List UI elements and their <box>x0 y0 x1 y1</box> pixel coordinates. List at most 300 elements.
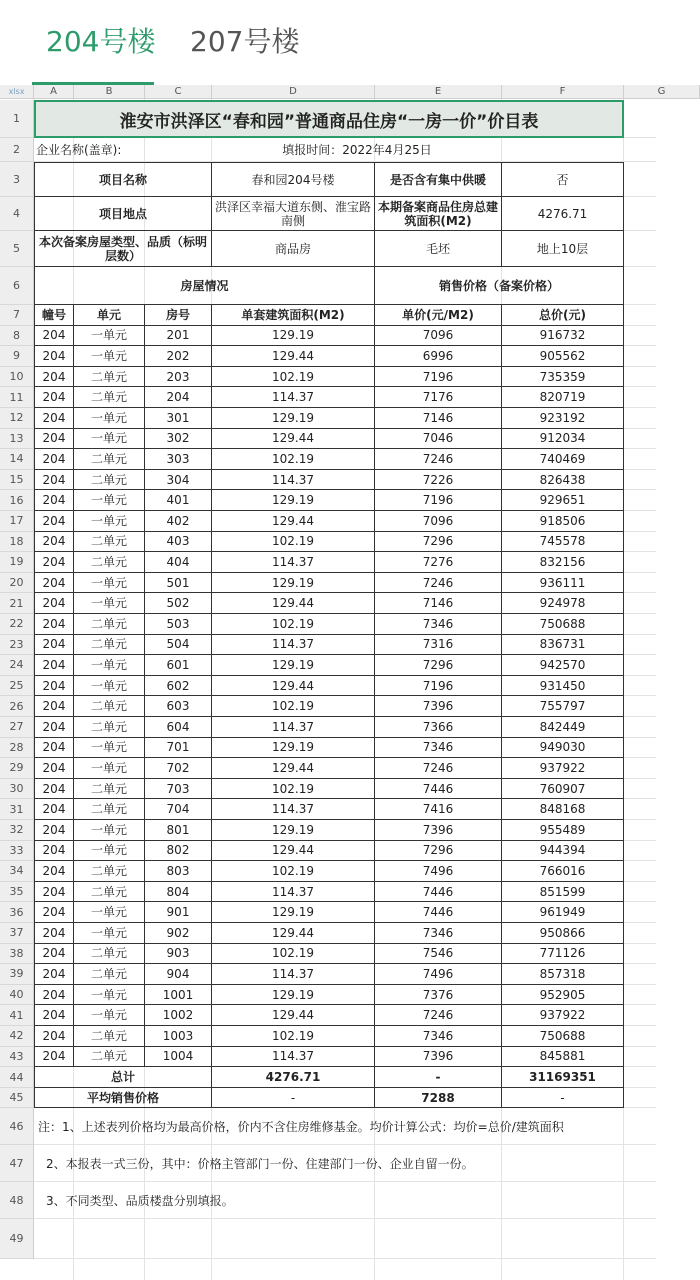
table-cell[interactable]: 904 <box>145 964 212 985</box>
table-cell[interactable]: 601 <box>145 655 212 676</box>
row-header-43[interactable]: 43 <box>0 1047 34 1068</box>
table-cell[interactable]: 502 <box>145 593 212 614</box>
table-cell[interactable]: 901 <box>145 902 212 923</box>
table-cell[interactable]: 129.44 <box>212 346 375 367</box>
total-area-value[interactable]: 4276.71 <box>502 197 624 231</box>
table-cell[interactable]: 7446 <box>375 779 502 800</box>
table-cell[interactable]: 二单元 <box>74 696 145 717</box>
table-cell[interactable]: 204 <box>34 635 74 656</box>
table-cell[interactable]: 701 <box>145 738 212 759</box>
table-cell[interactable]: 204 <box>34 408 74 429</box>
table-cell[interactable]: 129.44 <box>212 923 375 944</box>
row-header-41[interactable]: 41 <box>0 1005 34 1026</box>
table-cell[interactable]: 204 <box>34 964 74 985</box>
table-cell[interactable]: 204 <box>34 696 74 717</box>
table-cell[interactable]: 944394 <box>502 841 624 862</box>
row-header-4[interactable]: 4 <box>0 197 34 231</box>
table-cell[interactable]: 114.37 <box>212 882 375 903</box>
heating-value[interactable]: 否 <box>502 162 624 197</box>
table-cell[interactable]: 102.19 <box>212 944 375 965</box>
table-cell[interactable]: 949030 <box>502 738 624 759</box>
table-cell[interactable]: 501 <box>145 573 212 594</box>
table-cell[interactable]: 923192 <box>502 408 624 429</box>
table-cell[interactable]: 304 <box>145 470 212 491</box>
table-cell[interactable]: 204 <box>34 532 74 553</box>
table-cell[interactable]: 114.37 <box>212 799 375 820</box>
total-area-sum[interactable]: 4276.71 <box>212 1067 375 1088</box>
table-cell[interactable]: 204 <box>34 1047 74 1068</box>
table-cell[interactable]: 204 <box>34 758 74 779</box>
total-unit-price[interactable]: - <box>375 1067 502 1088</box>
table-cell[interactable]: 7316 <box>375 635 502 656</box>
table-cell[interactable]: 924978 <box>502 593 624 614</box>
average-area[interactable]: - <box>212 1088 375 1108</box>
table-cell[interactable]: 735359 <box>502 367 624 388</box>
row-header-10[interactable]: 10 <box>0 367 34 388</box>
table-cell[interactable]: 一单元 <box>74 820 145 841</box>
table-cell[interactable]: 一单元 <box>74 902 145 923</box>
total-label[interactable]: 总计 <box>34 1067 212 1088</box>
table-cell[interactable]: 204 <box>34 676 74 697</box>
table-cell[interactable]: 7196 <box>375 367 502 388</box>
row-header-47[interactable]: 47 <box>0 1145 34 1182</box>
table-cell[interactable]: 836731 <box>502 635 624 656</box>
table-cell[interactable]: 912034 <box>502 429 624 450</box>
table-cell[interactable]: 1002 <box>145 1005 212 1026</box>
table-cell[interactable]: 7346 <box>375 1026 502 1047</box>
table-cell[interactable]: 一单元 <box>74 738 145 759</box>
row-header-3[interactable]: 3 <box>0 162 34 197</box>
table-cell[interactable]: 129.44 <box>212 429 375 450</box>
table-cell[interactable]: 一单元 <box>74 490 145 511</box>
header-unit-area[interactable]: 单套建筑面积(M2) <box>212 305 375 326</box>
table-cell[interactable]: 102.19 <box>212 696 375 717</box>
table-cell[interactable]: 102.19 <box>212 449 375 470</box>
table-cell[interactable]: 7146 <box>375 593 502 614</box>
table-cell[interactable]: 303 <box>145 449 212 470</box>
row-header-14[interactable]: 14 <box>0 449 34 470</box>
table-cell[interactable]: 503 <box>145 614 212 635</box>
table-cell[interactable]: 204 <box>34 820 74 841</box>
table-cell[interactable]: 7096 <box>375 326 502 347</box>
tab-207[interactable]: 207号楼 <box>190 25 300 58</box>
column-header-c[interactable]: C <box>145 85 212 99</box>
table-cell[interactable]: 832156 <box>502 552 624 573</box>
column-header-f[interactable]: F <box>502 85 624 99</box>
table-cell[interactable]: 7376 <box>375 985 502 1006</box>
row-header-16[interactable]: 16 <box>0 490 34 511</box>
table-cell[interactable]: 二单元 <box>74 367 145 388</box>
fill-date[interactable]: 填报时间：2022年4月25日 <box>282 143 432 157</box>
table-cell[interactable]: 7346 <box>375 738 502 759</box>
table-cell[interactable]: 102.19 <box>212 861 375 882</box>
column-header-a[interactable]: A <box>34 85 74 99</box>
table-cell[interactable]: 204 <box>34 923 74 944</box>
table-cell[interactable]: 一单元 <box>74 593 145 614</box>
row-header-45[interactable]: 45 <box>0 1088 34 1108</box>
table-cell[interactable]: 7446 <box>375 882 502 903</box>
column-header-b[interactable]: B <box>74 85 145 99</box>
table-cell[interactable]: 7446 <box>375 902 502 923</box>
table-cell[interactable]: 一单元 <box>74 923 145 944</box>
table-cell[interactable]: 114.37 <box>212 387 375 408</box>
row-header-19[interactable]: 19 <box>0 552 34 573</box>
table-cell[interactable]: 7196 <box>375 676 502 697</box>
row-header-6[interactable]: 6 <box>0 267 34 305</box>
row-header-26[interactable]: 26 <box>0 696 34 717</box>
table-cell[interactable]: 114.37 <box>212 964 375 985</box>
table-cell[interactable]: 7346 <box>375 923 502 944</box>
table-cell[interactable]: 7246 <box>375 1005 502 1026</box>
table-cell[interactable]: 6996 <box>375 346 502 367</box>
table-cell[interactable]: 7176 <box>375 387 502 408</box>
table-cell[interactable]: 204 <box>34 470 74 491</box>
section-house-info[interactable]: 房屋情况 <box>34 267 375 305</box>
table-cell[interactable]: 604 <box>145 717 212 738</box>
table-cell[interactable]: 204 <box>34 573 74 594</box>
table-cell[interactable]: 803 <box>145 861 212 882</box>
table-cell[interactable]: 203 <box>145 367 212 388</box>
row-header-7[interactable]: 7 <box>0 305 34 326</box>
table-cell[interactable]: 一单元 <box>74 758 145 779</box>
table-cell[interactable]: 102.19 <box>212 1026 375 1047</box>
table-cell[interactable]: 204 <box>34 738 74 759</box>
table-cell[interactable]: 204 <box>34 861 74 882</box>
table-cell[interactable]: 7096 <box>375 511 502 532</box>
table-cell[interactable]: 403 <box>145 532 212 553</box>
table-cell[interactable]: 916732 <box>502 326 624 347</box>
table-cell[interactable]: 826438 <box>502 470 624 491</box>
table-cell[interactable]: 129.19 <box>212 573 375 594</box>
row-header-40[interactable]: 40 <box>0 985 34 1006</box>
note-line[interactable]: 注：1、上述表列价格均为最高价格，价内不含住房维修基金。均价计算公式：均价=总价/建筑面积 <box>38 1120 564 1135</box>
header-unit-price[interactable]: 单价(元/M2) <box>375 305 502 326</box>
row-header-27[interactable]: 27 <box>0 717 34 738</box>
table-cell[interactable]: 129.44 <box>212 758 375 779</box>
table-cell[interactable]: 918506 <box>502 511 624 532</box>
table-cell[interactable]: 202 <box>145 346 212 367</box>
table-cell[interactable]: 801 <box>145 820 212 841</box>
table-cell[interactable]: 204 <box>34 779 74 800</box>
table-cell[interactable]: 7046 <box>375 429 502 450</box>
table-cell[interactable]: 903 <box>145 944 212 965</box>
floors-value[interactable]: 地上10层 <box>502 231 624 267</box>
row-header-1[interactable]: 1 <box>0 100 34 138</box>
table-cell[interactable]: 204 <box>34 429 74 450</box>
table-cell[interactable]: 204 <box>34 902 74 923</box>
table-cell[interactable]: 804 <box>145 882 212 903</box>
row-header-9[interactable]: 9 <box>0 346 34 367</box>
average-price-label[interactable]: 平均销售价格 <box>34 1088 212 1108</box>
column-header-d[interactable]: D <box>212 85 375 99</box>
row-header-23[interactable]: 23 <box>0 635 34 656</box>
table-cell[interactable]: 一单元 <box>74 841 145 862</box>
table-cell[interactable]: 937922 <box>502 758 624 779</box>
table-cell[interactable]: 704 <box>145 799 212 820</box>
project-location-label[interactable]: 项目地点 <box>34 197 212 231</box>
table-cell[interactable]: 一单元 <box>74 676 145 697</box>
table-cell[interactable]: 7276 <box>375 552 502 573</box>
column-header-g[interactable]: G <box>624 85 700 99</box>
table-cell[interactable]: 204 <box>34 511 74 532</box>
row-header-17[interactable]: 17 <box>0 511 34 532</box>
table-cell[interactable]: 7496 <box>375 861 502 882</box>
row-header-48[interactable]: 48 <box>0 1182 34 1219</box>
table-cell[interactable]: 204 <box>34 490 74 511</box>
house-type-label[interactable]: 本次备案房屋类型、品质（标明层数） <box>34 231 212 267</box>
table-cell[interactable]: 7396 <box>375 820 502 841</box>
row-header-12[interactable]: 12 <box>0 408 34 429</box>
table-cell[interactable]: 二单元 <box>74 552 145 573</box>
row-header-44[interactable]: 44 <box>0 1067 34 1088</box>
row-header-49[interactable]: 49 <box>0 1219 34 1259</box>
row-header-21[interactable]: 21 <box>0 593 34 614</box>
table-cell[interactable]: 204 <box>34 1005 74 1026</box>
table-cell[interactable]: 750688 <box>502 614 624 635</box>
table-cell[interactable]: 一单元 <box>74 1005 145 1026</box>
table-cell[interactable]: 129.19 <box>212 902 375 923</box>
table-cell[interactable]: 一单元 <box>74 573 145 594</box>
tab-204[interactable]: 204号楼 <box>46 25 156 58</box>
table-cell[interactable]: 204 <box>34 655 74 676</box>
sheet-title[interactable]: 淮安市洪泽区“春和园”普通商品住房“一房一价”价目表 <box>34 100 624 138</box>
table-cell[interactable]: 204 <box>34 367 74 388</box>
table-cell[interactable]: 7246 <box>375 573 502 594</box>
table-cell[interactable]: 301 <box>145 408 212 429</box>
table-cell[interactable]: 204 <box>34 593 74 614</box>
table-cell[interactable]: 7546 <box>375 944 502 965</box>
table-cell[interactable]: 7366 <box>375 717 502 738</box>
table-cell[interactable]: 129.44 <box>212 1005 375 1026</box>
note-line[interactable]: 3、不同类型、品质楼盘分别填报。 <box>46 1194 234 1209</box>
table-cell[interactable]: 114.37 <box>212 717 375 738</box>
table-cell[interactable]: 129.44 <box>212 676 375 697</box>
table-cell[interactable]: 114.37 <box>212 1047 375 1068</box>
table-cell[interactable]: 二单元 <box>74 635 145 656</box>
note-line[interactable]: 2、本报表一式三份，其中：价格主管部门一份、住建部门一份、企业自留一份。 <box>46 1157 474 1172</box>
table-cell[interactable]: 745578 <box>502 532 624 553</box>
row-header-2[interactable]: 2 <box>0 138 34 162</box>
table-cell[interactable]: 402 <box>145 511 212 532</box>
table-cell[interactable]: 二单元 <box>74 779 145 800</box>
table-cell[interactable]: 848168 <box>502 799 624 820</box>
row-header-13[interactable]: 13 <box>0 429 34 450</box>
table-cell[interactable]: 129.19 <box>212 738 375 759</box>
row-header-35[interactable]: 35 <box>0 882 34 903</box>
table-cell[interactable]: 一单元 <box>74 408 145 429</box>
header-building-no[interactable]: 幢号 <box>34 305 74 326</box>
table-cell[interactable]: 129.44 <box>212 841 375 862</box>
table-cell[interactable]: 857318 <box>502 964 624 985</box>
table-cell[interactable]: 7196 <box>375 490 502 511</box>
table-cell[interactable]: 二单元 <box>74 944 145 965</box>
table-cell[interactable]: 942570 <box>502 655 624 676</box>
table-cell[interactable]: 7416 <box>375 799 502 820</box>
table-cell[interactable]: 504 <box>145 635 212 656</box>
row-header-24[interactable]: 24 <box>0 655 34 676</box>
table-cell[interactable]: 7296 <box>375 655 502 676</box>
table-cell[interactable]: 7396 <box>375 1047 502 1068</box>
table-cell[interactable]: 204 <box>34 882 74 903</box>
table-cell[interactable]: 760907 <box>502 779 624 800</box>
table-cell[interactable]: 7296 <box>375 841 502 862</box>
table-cell[interactable]: 一单元 <box>74 511 145 532</box>
table-cell[interactable]: 902 <box>145 923 212 944</box>
table-cell[interactable]: 129.44 <box>212 593 375 614</box>
select-all-corner[interactable]: xlsx <box>0 85 34 99</box>
spreadsheet-grid[interactable] <box>0 85 666 1280</box>
table-cell[interactable]: 771126 <box>502 944 624 965</box>
table-cell[interactable]: 740469 <box>502 449 624 470</box>
row-header-42[interactable]: 42 <box>0 1026 34 1047</box>
table-cell[interactable]: 302 <box>145 429 212 450</box>
table-cell[interactable]: 二单元 <box>74 470 145 491</box>
table-cell[interactable]: 129.44 <box>212 511 375 532</box>
row-header-30[interactable]: 30 <box>0 779 34 800</box>
table-cell[interactable]: 一单元 <box>74 326 145 347</box>
table-cell[interactable]: 129.19 <box>212 326 375 347</box>
table-cell[interactable]: 二单元 <box>74 1026 145 1047</box>
table-cell[interactable]: 二单元 <box>74 799 145 820</box>
table-cell[interactable]: 802 <box>145 841 212 862</box>
heating-label[interactable]: 是否含有集中供暖 <box>375 162 502 197</box>
table-cell[interactable]: 102.19 <box>212 532 375 553</box>
row-header-39[interactable]: 39 <box>0 964 34 985</box>
table-cell[interactable]: 129.19 <box>212 985 375 1006</box>
table-cell[interactable]: 937922 <box>502 1005 624 1026</box>
row-header-25[interactable]: 25 <box>0 676 34 697</box>
table-cell[interactable]: 7346 <box>375 614 502 635</box>
table-cell[interactable]: 1001 <box>145 985 212 1006</box>
table-cell[interactable]: 102.19 <box>212 614 375 635</box>
table-cell[interactable]: 一单元 <box>74 429 145 450</box>
row-header-33[interactable]: 33 <box>0 841 34 862</box>
table-cell[interactable]: 204 <box>34 799 74 820</box>
project-location-value[interactable]: 洪泽区幸福大道东侧、淮宝路南侧 <box>212 197 375 231</box>
row-header-29[interactable]: 29 <box>0 758 34 779</box>
row-header-20[interactable]: 20 <box>0 573 34 594</box>
house-quality-value[interactable]: 毛坯 <box>375 231 502 267</box>
table-cell[interactable]: 1003 <box>145 1026 212 1047</box>
row-header-18[interactable]: 18 <box>0 532 34 553</box>
row-header-11[interactable]: 11 <box>0 387 34 408</box>
project-name-label[interactable]: 项目名称 <box>34 162 212 197</box>
table-cell[interactable]: 二单元 <box>74 882 145 903</box>
table-cell[interactable]: 102.19 <box>212 779 375 800</box>
row-header-15[interactable]: 15 <box>0 470 34 491</box>
row-header-5[interactable]: 5 <box>0 231 34 267</box>
table-cell[interactable]: 961949 <box>502 902 624 923</box>
row-header-32[interactable]: 32 <box>0 820 34 841</box>
table-cell[interactable]: 602 <box>145 676 212 697</box>
table-cell[interactable]: 702 <box>145 758 212 779</box>
row-header-8[interactable]: 8 <box>0 326 34 347</box>
table-cell[interactable]: 936111 <box>502 573 624 594</box>
row-header-34[interactable]: 34 <box>0 861 34 882</box>
table-cell[interactable]: 一单元 <box>74 655 145 676</box>
table-cell[interactable]: 129.19 <box>212 655 375 676</box>
table-cell[interactable]: 一单元 <box>74 346 145 367</box>
table-cell[interactable]: 204 <box>34 346 74 367</box>
table-cell[interactable]: 755797 <box>502 696 624 717</box>
table-cell[interactable]: 7246 <box>375 758 502 779</box>
row-header-28[interactable]: 28 <box>0 738 34 759</box>
table-cell[interactable]: 204 <box>34 717 74 738</box>
table-cell[interactable]: 二单元 <box>74 1047 145 1068</box>
table-cell[interactable]: 7226 <box>375 470 502 491</box>
table-cell[interactable]: 129.19 <box>212 490 375 511</box>
table-cell[interactable]: 703 <box>145 779 212 800</box>
section-sale-price[interactable]: 销售价格（备案价格） <box>375 267 624 305</box>
table-cell[interactable]: 401 <box>145 490 212 511</box>
average-price-value[interactable]: 7288 <box>375 1088 502 1108</box>
table-cell[interactable]: 820719 <box>502 387 624 408</box>
table-cell[interactable]: 931450 <box>502 676 624 697</box>
table-cell[interactable]: 842449 <box>502 717 624 738</box>
table-cell[interactable]: 952905 <box>502 985 624 1006</box>
table-cell[interactable]: 114.37 <box>212 470 375 491</box>
row-header-38[interactable]: 38 <box>0 944 34 965</box>
table-cell[interactable]: 二单元 <box>74 861 145 882</box>
header-room-no[interactable]: 房号 <box>145 305 212 326</box>
house-type-value[interactable]: 商品房 <box>212 231 375 267</box>
table-cell[interactable]: 603 <box>145 696 212 717</box>
table-cell[interactable]: 7146 <box>375 408 502 429</box>
table-cell[interactable]: 7396 <box>375 696 502 717</box>
header-unit[interactable]: 单元 <box>74 305 145 326</box>
table-cell[interactable]: 204 <box>34 841 74 862</box>
table-cell[interactable]: 7246 <box>375 449 502 470</box>
table-cell[interactable]: 204 <box>34 387 74 408</box>
row-header-36[interactable]: 36 <box>0 902 34 923</box>
table-cell[interactable]: 二单元 <box>74 717 145 738</box>
row-header-22[interactable]: 22 <box>0 614 34 635</box>
table-cell[interactable]: 766016 <box>502 861 624 882</box>
row-header-46[interactable]: 46 <box>0 1108 34 1145</box>
table-cell[interactable]: 204 <box>34 614 74 635</box>
table-cell[interactable]: 一单元 <box>74 985 145 1006</box>
table-cell[interactable]: 二单元 <box>74 964 145 985</box>
table-cell[interactable]: 955489 <box>502 820 624 841</box>
total-area-label[interactable]: 本期备案商品住房总建筑面积(M2) <box>375 197 502 231</box>
table-cell[interactable]: 二单元 <box>74 387 145 408</box>
table-cell[interactable]: 129.19 <box>212 408 375 429</box>
table-cell[interactable]: 204 <box>34 985 74 1006</box>
table-cell[interactable]: 7496 <box>375 964 502 985</box>
table-cell[interactable]: 114.37 <box>212 635 375 656</box>
row-header-37[interactable]: 37 <box>0 923 34 944</box>
table-cell[interactable]: 201 <box>145 326 212 347</box>
table-cell[interactable]: 851599 <box>502 882 624 903</box>
project-name-value[interactable]: 春和园204号楼 <box>212 162 375 197</box>
table-cell[interactable]: 845881 <box>502 1047 624 1068</box>
table-cell[interactable]: 114.37 <box>212 552 375 573</box>
table-cell[interactable]: 102.19 <box>212 367 375 388</box>
company-name-label[interactable]: 企业名称(盖章): <box>36 143 122 157</box>
header-total-price[interactable]: 总价(元) <box>502 305 624 326</box>
table-cell[interactable]: 204 <box>34 326 74 347</box>
table-cell[interactable]: 204 <box>34 1026 74 1047</box>
row-header-31[interactable]: 31 <box>0 799 34 820</box>
table-cell[interactable]: 二单元 <box>74 532 145 553</box>
table-cell[interactable]: 二单元 <box>74 614 145 635</box>
table-cell[interactable]: 129.19 <box>212 820 375 841</box>
table-cell[interactable]: 二单元 <box>74 449 145 470</box>
table-cell[interactable]: 204 <box>34 449 74 470</box>
table-cell[interactable]: 204 <box>34 552 74 573</box>
table-cell[interactable]: 750688 <box>502 1026 624 1047</box>
table-cell[interactable]: 7296 <box>375 532 502 553</box>
